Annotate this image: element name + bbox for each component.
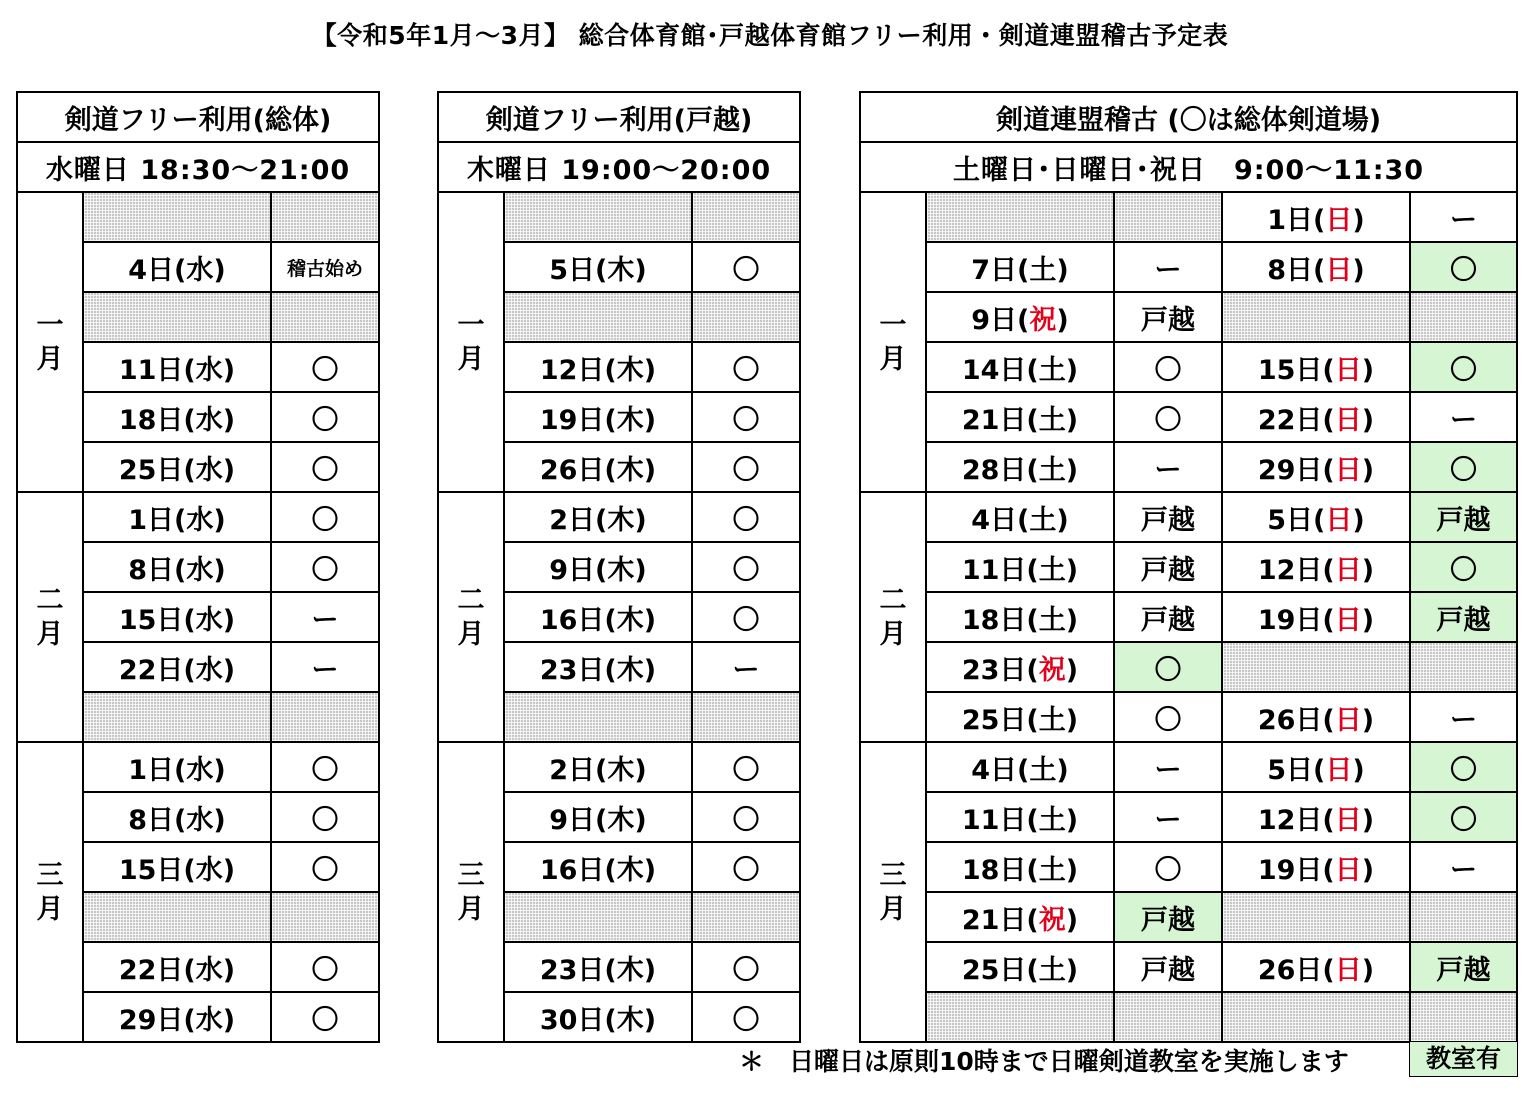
renmei-practice-table <box>859 91 1518 1043</box>
table-row <box>860 942 1517 992</box>
date-cell <box>83 192 271 242</box>
holiday-weekday-marker: 日 <box>1325 504 1353 536</box>
sunday-date-cell: 12日(日) <box>1222 792 1410 842</box>
date-cell: 12日(木) <box>504 342 692 392</box>
free-use-togoshi-table <box>437 91 801 1043</box>
date-cell: 15日(水) <box>83 842 271 892</box>
date-cell: 26日(木) <box>504 442 692 492</box>
status-cell: 〇 <box>271 842 379 892</box>
footer-note: ＊ 日曜日は原則10時まで日曜剣道教室を実施します <box>739 1047 1349 1076</box>
saturday-status-cell: 〇 <box>1114 342 1222 392</box>
holiday-weekday-marker: 日 <box>1334 354 1362 386</box>
saturday-date-cell: 14日(土) <box>926 342 1114 392</box>
date-cell: 18日(水) <box>83 392 271 442</box>
status-cell: 〇 <box>692 492 800 542</box>
sunday-status-cell: ー <box>1410 192 1517 242</box>
status-cell: 〇 <box>692 942 800 992</box>
status-cell: 〇 <box>692 542 800 592</box>
sunday-date-cell <box>1222 892 1410 942</box>
saturday-date-cell: 9日(祝) <box>926 292 1114 342</box>
sunday-date-cell <box>1222 292 1410 342</box>
date-cell: 8日(水) <box>83 542 271 592</box>
date-cell <box>83 692 271 742</box>
saturday-date-cell: 23日(祝) <box>926 642 1114 692</box>
status-cell <box>692 292 800 342</box>
status-cell <box>271 892 379 942</box>
sunday-status-cell <box>1410 892 1517 942</box>
sunday-date-cell: 29日(日) <box>1222 442 1410 492</box>
holiday-weekday-marker: 日 <box>1334 554 1362 586</box>
table-row <box>438 492 800 542</box>
date-cell <box>504 692 692 742</box>
sunday-date-cell: 26日(日) <box>1222 942 1410 992</box>
saturday-date-cell: 7日(土) <box>926 242 1114 292</box>
saturday-date-cell <box>926 192 1114 242</box>
date-cell: 5日(木) <box>504 242 692 292</box>
sunday-status-cell: 〇 <box>1410 442 1517 492</box>
table-row <box>438 742 800 792</box>
table-row <box>860 242 1517 292</box>
sunday-date-cell: 8日(日) <box>1222 242 1410 292</box>
saturday-date-cell: 18日(土) <box>926 592 1114 642</box>
saturday-date-cell: 28日(土) <box>926 442 1114 492</box>
table-row <box>17 742 379 792</box>
saturday-date-cell: 18日(土) <box>926 842 1114 892</box>
table-row <box>860 692 1517 742</box>
table-row <box>17 192 379 242</box>
saturday-date-cell: 11日(土) <box>926 792 1114 842</box>
date-cell: 23日(木) <box>504 942 692 992</box>
sunday-date-cell: 19日(日) <box>1222 592 1410 642</box>
holiday-weekday-marker: 日 <box>1334 854 1362 886</box>
sunday-status-cell: 戸越 <box>1410 492 1517 542</box>
status-cell: 〇 <box>692 992 800 1042</box>
date-cell: 19日(木) <box>504 392 692 442</box>
holiday-weekday-marker: 日 <box>1334 704 1362 736</box>
free-use-header: 剣道フリー利用(総体) <box>17 92 379 142</box>
free-use-schedule-time: 木曜日 19:00～20:00 <box>438 142 800 192</box>
saturday-status-cell: 戸越 <box>1114 492 1222 542</box>
month-label: 二 月 <box>438 492 504 742</box>
status-cell: ー <box>692 642 800 692</box>
status-cell: 〇 <box>692 842 800 892</box>
saturday-status-cell: 戸越 <box>1114 542 1222 592</box>
saturday-status-cell <box>1114 192 1222 242</box>
table-row <box>860 792 1517 842</box>
sunday-date-cell: 12日(日) <box>1222 542 1410 592</box>
date-cell: 25日(水) <box>83 442 271 492</box>
saturday-date-cell: 4日(土) <box>926 492 1114 542</box>
saturday-status-cell: ー <box>1114 792 1222 842</box>
lesson-legend-badge: 教室有 <box>1409 1041 1518 1077</box>
saturday-status-cell: ー <box>1114 242 1222 292</box>
sunday-status-cell: 戸越 <box>1410 942 1517 992</box>
sunday-date-cell: 26日(日) <box>1222 692 1410 742</box>
saturday-status-cell: 〇 <box>1114 692 1222 742</box>
date-cell: 16日(木) <box>504 592 692 642</box>
date-cell: 2日(木) <box>504 742 692 792</box>
month-label: 一 月 <box>17 192 83 492</box>
sunday-date-cell: 5日(日) <box>1222 492 1410 542</box>
sunday-status-cell: 〇 <box>1410 742 1517 792</box>
date-cell: 1日(水) <box>83 492 271 542</box>
status-cell: 〇 <box>692 342 800 392</box>
status-cell: 〇 <box>692 242 800 292</box>
table-row <box>860 392 1517 442</box>
status-cell: 〇 <box>271 792 379 842</box>
table-row <box>860 592 1517 642</box>
status-cell <box>692 192 800 242</box>
date-cell <box>83 892 271 942</box>
status-cell: 〇 <box>271 442 379 492</box>
month-label: 一 月 <box>860 192 926 492</box>
status-cell: 〇 <box>271 342 379 392</box>
month-label: 二 月 <box>860 492 926 742</box>
status-cell <box>271 192 379 242</box>
date-cell: 1日(水) <box>83 742 271 792</box>
month-label: 二 月 <box>17 492 83 742</box>
date-cell <box>504 192 692 242</box>
holiday-weekday-marker: 日 <box>1334 454 1362 486</box>
status-cell: 〇 <box>692 592 800 642</box>
saturday-date-cell: 4日(土) <box>926 742 1114 792</box>
sunday-date-cell: 22日(日) <box>1222 392 1410 442</box>
saturday-status-cell: 〇 <box>1114 392 1222 442</box>
date-cell: 23日(木) <box>504 642 692 692</box>
sunday-date-cell: 19日(日) <box>1222 842 1410 892</box>
saturday-date-cell: 25日(土) <box>926 942 1114 992</box>
status-cell: ー <box>271 592 379 642</box>
date-cell: 8日(水) <box>83 792 271 842</box>
status-cell: 〇 <box>271 942 379 992</box>
sunday-date-cell: 5日(日) <box>1222 742 1410 792</box>
saturday-date-cell: 21日(土) <box>926 392 1114 442</box>
page-title: 【令和5年1月～3月】 総合体育館･戸越体育館フリー利用・剣道連盟稽古予定表 <box>311 21 1229 50</box>
status-cell: 〇 <box>271 392 379 442</box>
saturday-status-cell: 戸越 <box>1114 892 1222 942</box>
saturday-status-cell: 戸越 <box>1114 942 1222 992</box>
status-cell <box>271 292 379 342</box>
saturday-status-cell <box>1114 992 1222 1042</box>
saturday-status-cell: 〇 <box>1114 842 1222 892</box>
date-cell: 4日(水) <box>83 242 271 292</box>
table-row <box>17 492 379 542</box>
date-cell <box>504 292 692 342</box>
sunday-status-cell: 戸越 <box>1410 592 1517 642</box>
date-cell: 16日(木) <box>504 842 692 892</box>
status-cell <box>271 692 379 742</box>
saturday-date-cell: 11日(土) <box>926 542 1114 592</box>
status-cell: 〇 <box>271 492 379 542</box>
month-label: 三 月 <box>17 742 83 1042</box>
month-label: 三 月 <box>438 742 504 1042</box>
month-label: 一 月 <box>438 192 504 492</box>
saturday-status-cell: 戸越 <box>1114 592 1222 642</box>
status-cell <box>692 892 800 942</box>
table-row <box>860 992 1517 1042</box>
saturday-status-cell: ー <box>1114 442 1222 492</box>
saturday-date-cell: 25日(土) <box>926 692 1114 742</box>
holiday-weekday-marker: 日 <box>1325 754 1353 786</box>
date-cell <box>504 892 692 942</box>
saturday-status-cell: 〇 <box>1114 642 1222 692</box>
holiday-weekday-marker: 日 <box>1334 804 1362 836</box>
status-cell: 〇 <box>692 742 800 792</box>
status-cell: 稽古始め <box>271 242 379 292</box>
holiday-weekday-marker: 日 <box>1334 404 1362 436</box>
renmei-schedule-time: 土曜日･日曜日･祝日 9:00～11:30 <box>860 142 1517 192</box>
month-label: 三 月 <box>860 742 926 1042</box>
table-row <box>860 292 1517 342</box>
date-cell: 9日(木) <box>504 542 692 592</box>
date-cell <box>83 292 271 342</box>
date-cell: 22日(水) <box>83 942 271 992</box>
table-row <box>860 192 1517 242</box>
sunday-status-cell: 〇 <box>1410 792 1517 842</box>
status-cell: 〇 <box>271 542 379 592</box>
sunday-status-cell: ー <box>1410 692 1517 742</box>
sunday-date-cell: 15日(日) <box>1222 342 1410 392</box>
sunday-status-cell: ー <box>1410 842 1517 892</box>
sunday-status-cell: 〇 <box>1410 542 1517 592</box>
table-row <box>438 192 800 242</box>
date-cell: 22日(水) <box>83 642 271 692</box>
status-cell: 〇 <box>692 442 800 492</box>
renmei-header: 剣道連盟稽古 (〇は総体剣道場) <box>860 92 1517 142</box>
status-cell: 〇 <box>692 392 800 442</box>
table-row <box>860 742 1517 792</box>
status-cell <box>692 692 800 742</box>
saturday-status-cell: 戸越 <box>1114 292 1222 342</box>
free-use-sotai-table <box>16 91 380 1043</box>
holiday-weekday-marker: 日 <box>1325 254 1353 286</box>
date-cell: 30日(木) <box>504 992 692 1042</box>
table-row <box>860 892 1517 942</box>
holiday-weekday-marker: 日 <box>1334 604 1362 636</box>
sunday-status-cell <box>1410 992 1517 1042</box>
sunday-status-cell: 〇 <box>1410 242 1517 292</box>
table-row <box>860 442 1517 492</box>
status-cell: 〇 <box>271 992 379 1042</box>
holiday-weekday-marker: 日 <box>1334 954 1362 986</box>
sunday-status-cell <box>1410 292 1517 342</box>
status-cell: 〇 <box>692 792 800 842</box>
date-cell: 9日(木) <box>504 792 692 842</box>
saturday-date-cell: 21日(祝) <box>926 892 1114 942</box>
table-row <box>860 492 1517 542</box>
free-use-header: 剣道フリー利用(戸越) <box>438 92 800 142</box>
free-use-schedule-time: 水曜日 18:30～21:00 <box>17 142 379 192</box>
date-cell: 29日(水) <box>83 992 271 1042</box>
saturday-status-cell: ー <box>1114 742 1222 792</box>
table-row <box>860 342 1517 392</box>
holiday-weekday-marker: 祝 <box>1029 304 1057 336</box>
holiday-weekday-marker: 日 <box>1325 204 1353 236</box>
saturday-date-cell <box>926 992 1114 1042</box>
table-row <box>860 642 1517 692</box>
sunday-status-cell <box>1410 642 1517 692</box>
sunday-date-cell: 1日(日) <box>1222 192 1410 242</box>
sunday-date-cell <box>1222 642 1410 692</box>
sunday-date-cell <box>1222 992 1410 1042</box>
status-cell: 〇 <box>271 742 379 792</box>
table-row <box>860 542 1517 592</box>
status-cell: ー <box>271 642 379 692</box>
sunday-status-cell: 〇 <box>1410 342 1517 392</box>
table-row <box>860 842 1517 892</box>
sunday-status-cell: ー <box>1410 392 1517 442</box>
holiday-weekday-marker: 祝 <box>1038 904 1066 936</box>
holiday-weekday-marker: 祝 <box>1038 654 1066 686</box>
date-cell: 11日(水) <box>83 342 271 392</box>
date-cell: 2日(木) <box>504 492 692 542</box>
date-cell: 15日(水) <box>83 592 271 642</box>
